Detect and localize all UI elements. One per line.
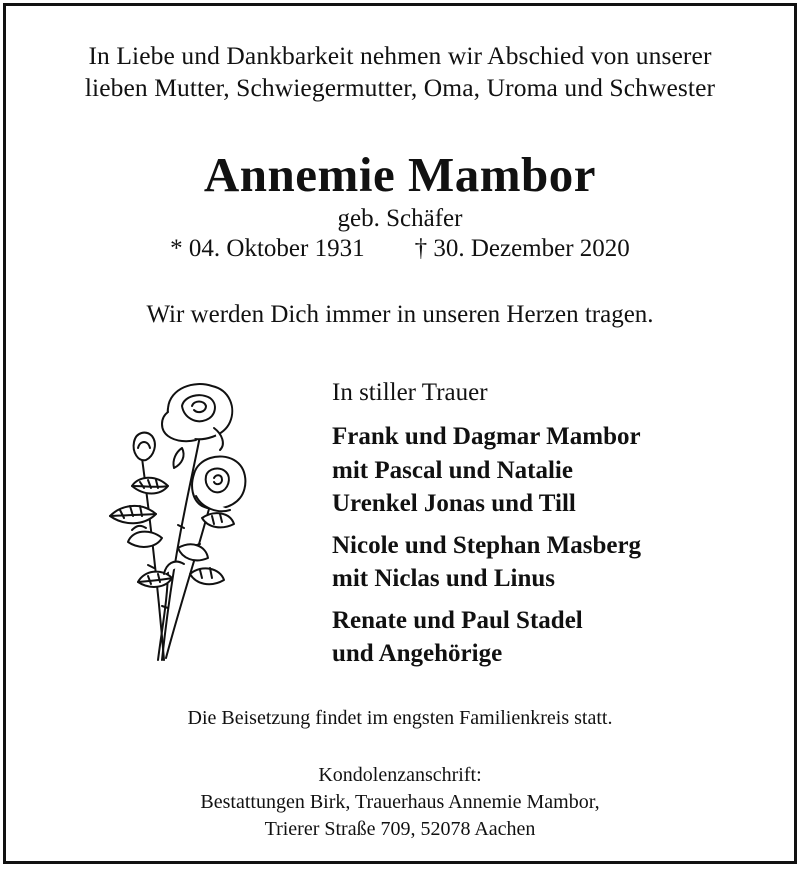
mourner-group — [332, 604, 772, 671]
motto-text: Wir werden Dich immer in unseren Herzen tragen. — [146, 301, 654, 328]
mourner-line: mit Niclas und Linus — [332, 565, 555, 592]
condolence-line: Kondolenzanschrift: — [318, 764, 482, 786]
mourners-lead: In stiller Trauer — [332, 379, 488, 406]
mourner-line: Frank und Dagmar Mambor — [332, 423, 641, 450]
deceased-name: Annemie Mambor — [203, 147, 597, 202]
birth-date: * 04. Oktober 1931 — [170, 235, 365, 262]
intro-line: lieben Mutter, Schwiegermutter, Oma, Uroma und Schwester — [84, 73, 716, 102]
mourner-line: Urenkel Jonas und Till — [332, 490, 576, 517]
condolence-line: Trierer Straße 709, 52078 Aachen — [264, 818, 536, 840]
mourner-line: Nicole und Stephan Masberg — [332, 531, 642, 559]
intro-text — [6, 40, 794, 104]
mourners-list — [332, 378, 772, 679]
life-dates — [6, 235, 794, 263]
mourner-group — [332, 420, 772, 521]
condolence-address — [6, 762, 794, 843]
birth-name: geb. Schäfer — [337, 205, 463, 232]
death-date: † 30. Dezember 2020 — [414, 235, 630, 262]
burial-note: Die Beisetzung findet im engsten Familienkreis statt. — [187, 707, 613, 729]
mourner-line: Renate und Paul Stadel — [332, 606, 583, 634]
mourner-group — [332, 529, 772, 596]
obituary-card — [3, 3, 797, 864]
mourner-line: mit Pascal und Natalie — [332, 456, 573, 484]
rose-icon — [102, 378, 252, 668]
condolence-line: Bestattungen Birk, Trauerhaus Annemie Mambor, — [200, 791, 600, 813]
mourner-line: und Angehörige — [332, 640, 503, 667]
intro-line: In Liebe und Dankbarkeit nehmen wir Abschied von unserer — [88, 41, 712, 70]
